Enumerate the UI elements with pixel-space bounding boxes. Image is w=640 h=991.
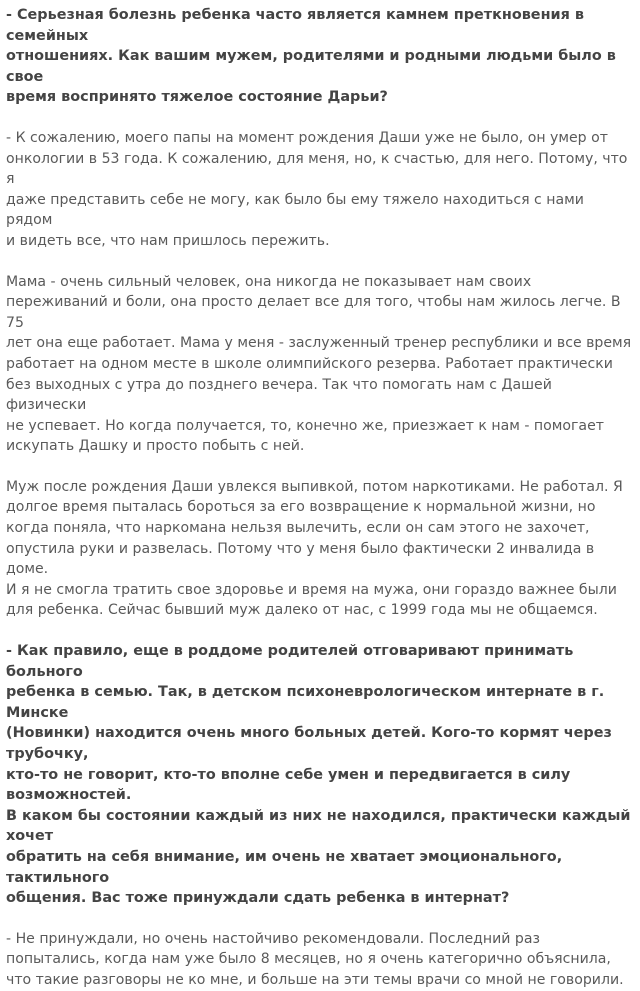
answer-2-paragraph-1: - Не принуждали, но очень настойчиво рекомендовали. Последний раз попытались, когда нам уже было 8 месяцев, но я очень категорично объяснила, что такие разговоры не ко мне, и больше на эти темы врачи со мной не говорили. (6, 930, 624, 988)
answer-1-paragraph-2: Мама - очень сильный человек, она никогда не показывает нам своих переживаний и боли, она просто делает все для того, чтобы нам жилось легче. В 75 лет она еще работает. Мама у меня - заслуженный тренер республики и все время работает на одном месте в школе олимпийского резерва. Работает практически без выходных с утра до позднего вечера. Так что помогать нам с Дашей физически не успевает. Но когда получается, то, конечно же, приезжает к нам - помогает искупать Дашку и просто побыть с ней. (6, 273, 632, 455)
answer-1-paragraph-3: Муж после рождения Даши увлекся выпивкой, потом наркотиками. Не работал. Я долгое время пыталась бороться за его возвращение к нормальной жизни, но когда поняла, что наркомана нельзя вылечить, если он сам этого не захочет, опустила руки и развелась. Потому что у меня было фактически 2 инвалида в доме. И я не смогла тратить свое здоровье и время на мужа, они гораздо важнее были для ребенка. Сейчас бывший муж далеко от нас, с 1999 года мы не общаемся. (6, 478, 623, 619)
question-1: - Серьезная болезнь ребенка часто является камнем преткновения в семейных отношениях. Как вашим мужем, родителями и родными людьми было в свое время воспринято тяжелое состояние Дарьи? (6, 7, 616, 106)
answer-1-paragraph-1: - К сожалению, моего папы на момент рождения Даши уже не было, он умер от онкологии в 53 года. К сожалению, для меня, но, к счастью, для него. Потому, что я даже представить себе не могу, как было бы ему тяжело находиться с нами рядом и видеть все, что нам пришлось пережить. (6, 129, 628, 249)
question-2: - Как правило, еще в роддоме родителей отговаривают принимать больного ребенка в семью. Так, в детском психоневрологическом интернате в г. Минске (Новинки) находится очень много больных детей. Кого-то кормят через трубочку, кто-то не говорит, кто-то вполне себе умен и передвигается в силу возможностей. В каком бы состоянии каждый из них не находился, практически каждый хочет обратить на себя внимание, им очень не хватает эмоционального, тактильного общения. Вас тоже принуждали сдать ребенка в интернат? (6, 643, 631, 907)
